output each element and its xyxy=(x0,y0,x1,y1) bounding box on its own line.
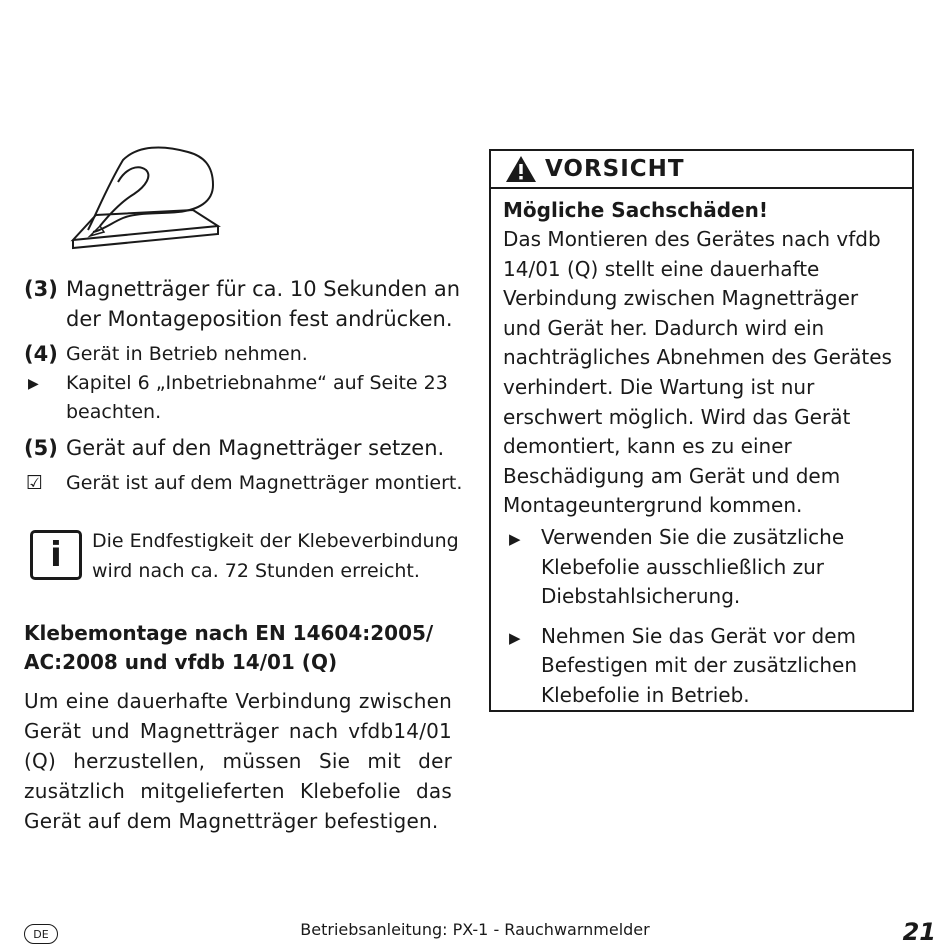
caution-item-text: Nehmen Sie das Gerät vor dem Befestigen mit der zusätzlichen Klebefolie in Betrieb. xyxy=(541,623,857,707)
info-icon: i xyxy=(30,530,82,580)
step-text: Gerät ist auf dem Magnetträger montiert. xyxy=(66,472,463,494)
step-list xyxy=(24,274,464,498)
step-number: (3) xyxy=(24,277,58,301)
step-5 xyxy=(24,433,464,463)
info-text: Die Endfestigkeit der Klebeverbindung wird nach ca. 72 Stunden erreicht. xyxy=(92,530,459,582)
step-result xyxy=(24,469,464,498)
page-number: 21 xyxy=(902,918,936,946)
info-note xyxy=(30,526,460,586)
triangle-bullet-icon: ▶ xyxy=(28,376,39,392)
step-text: Magnetträger für ca. 10 Sekunden an der Montageposition fest andrücken. xyxy=(66,277,461,331)
caution-title: VORSICHT xyxy=(545,156,685,182)
warning-triangle-icon xyxy=(505,155,537,183)
step-number: (4) xyxy=(24,342,58,366)
step-text: Gerät auf den Magnetträger setzen. xyxy=(66,436,445,460)
caution-text: Das Montieren des Gerätes nach vfdb 14/01 (Q) stellt eine dauerhafte Verbindung zwischen Magnetträger und Gerät her. Dadurch wird ein nachträgliches Abnehmen des Gerätes verhindert. Die Wartung ist nur erschwert möglich. Wird das Gerät demontiert, kann es zu einer Beschädigung am Gerät und dem Montageuntergrund kommen. xyxy=(503,227,892,518)
caution-item xyxy=(503,622,902,711)
language-badge: DE xyxy=(24,924,58,944)
step-number: (5) xyxy=(24,436,58,460)
section-heading: Klebemontage nach EN 14604:2005/ AC:2008 und vfdb 14/01 (Q) xyxy=(24,621,434,674)
caution-box xyxy=(489,149,914,712)
triangle-bullet-icon: ▶ xyxy=(509,529,521,548)
step-bullet xyxy=(24,369,464,427)
caution-body xyxy=(491,189,912,711)
step-3 xyxy=(24,274,464,334)
section-body: Um eine dauerhafte Verbindung zwischen Gerät und Magnetträger nach vfdb14/01 (Q) herzustellen, müssen Sie mit der zusätzlich mitgelieferten Klebefolie das Gerät auf dem Magnetträger befestigen. xyxy=(24,689,452,833)
footer-text: Betriebsanleitung: PX-1 - Rauchwarnmelder xyxy=(300,920,650,939)
step-text: Gerät in Betrieb nehmen. xyxy=(66,343,308,365)
caution-item xyxy=(503,523,902,612)
caution-list xyxy=(503,523,902,711)
caution-header xyxy=(491,151,912,189)
checkbox-checked-icon: ☑ xyxy=(26,472,44,494)
step-4 xyxy=(24,340,464,369)
page-footer xyxy=(0,918,950,948)
caution-subtitle: Mögliche Sachschäden! xyxy=(503,198,769,222)
triangle-bullet-icon: ▶ xyxy=(509,628,521,647)
hand-pressing-illustration xyxy=(68,140,228,265)
step-text: Kapitel 6 „Inbetriebnahme“ auf Seite 23 beachten. xyxy=(66,372,448,423)
caution-item-text: Verwenden Sie die zusätzliche Klebefolie ausschließlich zur Diebstahlsicherung. xyxy=(541,524,845,609)
